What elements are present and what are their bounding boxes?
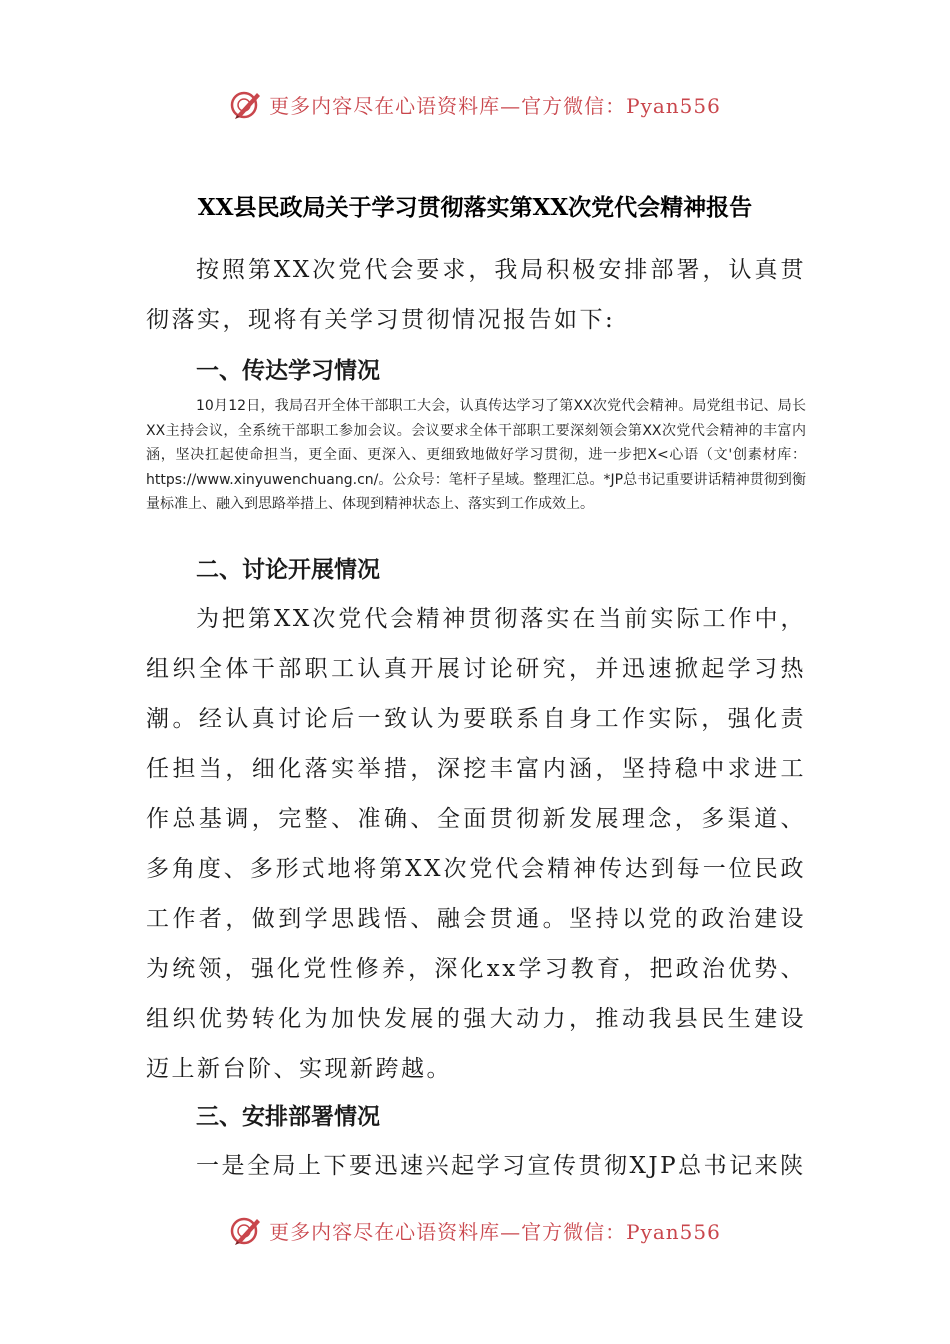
watermark-banner-top — [0, 84, 950, 124]
section-heading-1: 一、传达学习情况 — [196, 358, 380, 384]
section-body-1: 10月12日，我局召开全体干部职工大会，认真传达学习了第XX次党代会精神。局党组书记、局长XX主持会议，全系统干部职工参加会议。会议要求全体干部职工要深刻领会第XX次党代会精神的丰富内涵，坚决扛起使命担当，更全面、更深入、更细致地做好学习贯彻，进一步把X<心语（文'创素材库：https://www.xinyuwenchuang.cn/。公众号：笔杆子星域。整理汇总。*JP总书记重要讲话精神贯彻到衡量标准上、融入到思路举措上、体现到精神状态上、落实到工作成效上。 — [146, 398, 806, 513]
section-heading-2: 二、讨论开展情况 — [196, 557, 380, 583]
pen-logo-icon — [229, 1213, 263, 1247]
section-heading-3: 三、安排部署情况 — [196, 1104, 380, 1130]
document-title: XX县民政局关于学习贯彻落实第XX次党代会精神报告 — [197, 194, 753, 222]
watermark-text: 更多内容尽在心语资料库—官方微信：Pyan556 — [269, 1219, 721, 1244]
intro-paragraph: 按照第XX次党代会要求，我局积极安排部署，认真贯彻落实，现将有关学习贯彻情况报告如下: — [146, 257, 806, 333]
section-body-3: 一是全局上下要迅速兴起学习宣传贯彻XJP总书记来陕 — [196, 1153, 806, 1179]
section-body-2: 为把第XX次党代会精神贯彻落实在当前实际工作中，组织全体干部职工认真开展讨论研究，并迅速掀起学习热潮。经认真讨论后一致认为要联系自身工作实际，强化责任担当，细化落实举措，深挖丰富内涵，坚持稳中求进工作总基调，完整、准确、全面贯彻新发展理念，多渠道、多角度、多形式地将第XX次党代会精神传达到每一位民政工作者，做到学思践悟、融会贯通。坚持以党的政治建设为统领，强化党性修养，深化xx学习教育，把政治优势、组织优势转化为加快发展的强大动力，推动我县民生建设迈上新台阶、实现新跨越。 — [146, 606, 806, 1082]
watermark-banner-bottom — [0, 1210, 950, 1250]
pen-logo-icon — [229, 87, 263, 121]
watermark-text: 更多内容尽在心语资料库—官方微信：Pyan556 — [269, 93, 721, 118]
